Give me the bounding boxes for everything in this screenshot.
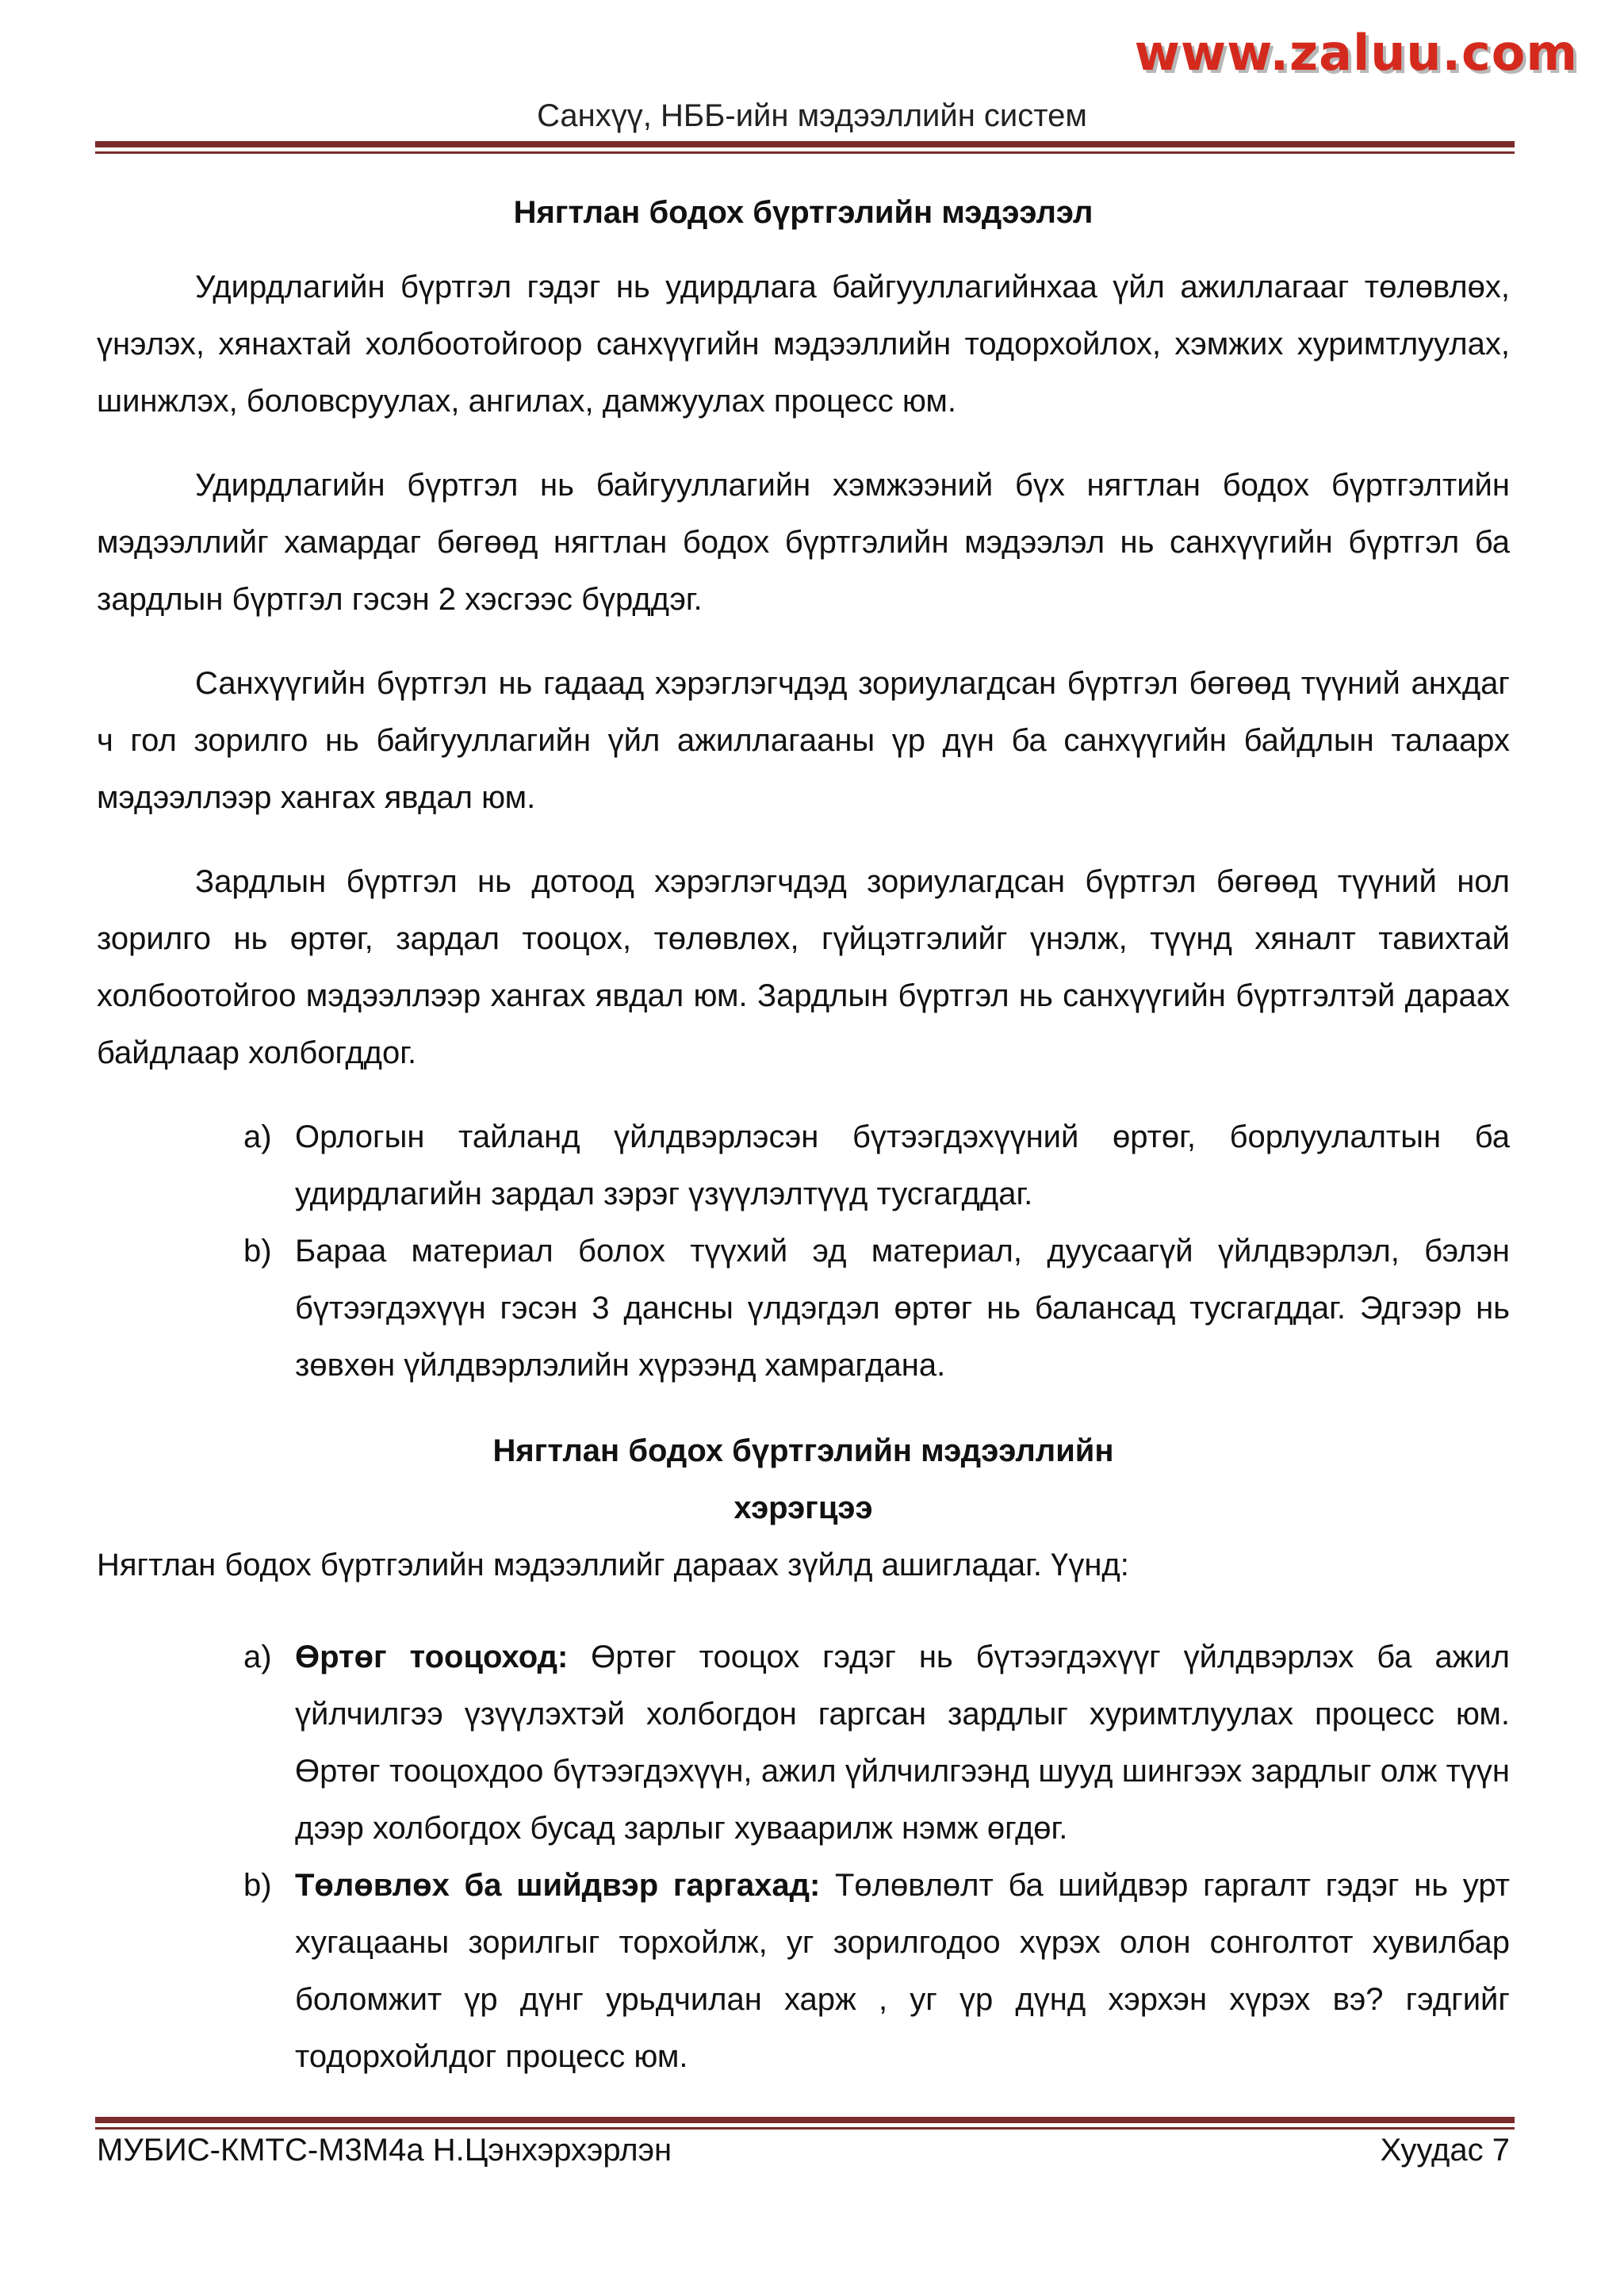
list-marker: a) [243,1119,272,1154]
list-item-term: Төлөвлөх ба шийдвэр гаргахад: [295,1868,821,1903]
list-marker: b) [243,1868,272,1903]
paragraph: Удирдлагийн бүртгэл нь байгууллагийн хэмжээний бүх нягтлан бодох бүртгэлтийн мэдээллийг хамардаг бөгөөд нягтлан бодох бүртгэлийн мэдээлэл нь санхүүгийн бүртгэл ба зардлын бүртгэл гэсэн 2 хэсгээс бүрддэг. [97,468,1510,617]
list-item [97,1628,1510,1857]
page-body [97,184,1510,2114]
list-item-text: Өртөг тооцох гэдэг нь бүтээгдэхүүг үйлдвэрлэх ба ажил үйлчилгээ үзүүлэхтэй холбогдон гаргсан зардлыг хуримтлуулах процесс юм. Өртөг тооцохдоо бүтээгдэхүүн, ажил үйлчилгээнд шууд шингээх зардлыг олж түүн дээр холбогдох бусад зарлыг хуваарилж нэмж өгдөг. [295,1640,1511,1846]
paragraph: Санхүүгийн бүртгэл нь гадаад хэрэглэгчдэд зориулагдсан бүртгэл бөгөөд түүний анхдаг ч гол зорилго нь байгууллагийн үйл ажиллагааны үр дүн ба санхүүгийн байдлын талаарх мэдээллээр хангах явдал юм. [97,666,1510,815]
page-footer [97,2133,1510,2168]
list-item [97,1223,1510,1394]
footer-rule [95,2117,1515,2130]
relation-list [97,1108,1510,1394]
footer-author: МУБИС-КМТС-М3М4а Н.Цэнхэрхэрлэн [97,2133,672,2168]
list-item [97,1857,1510,2085]
list-marker: b) [243,1234,272,1269]
list-marker: a) [243,1640,272,1674]
watermark-logo: www.zaluu.com [1134,24,1578,82]
page-number: Хуудас 7 [1380,2133,1510,2168]
running-header: Санхүү, НББ-ийн мэдээллийн систем [537,98,1087,133]
list-item-text: Төлөвлөлт ба шийдвэр гаргалт гэдэг нь урт хугацааны зорилгыг торхойлж, уг зорилгодоо хүрэх олон сонголтот хувилбар боломжит үр дүнг урьдчилан харж , уг үр дүнд хэрхэн хүрэх вэ? гэдгийг тодорхойлдог процесс юм. [295,1868,1511,2074]
paragraph: Удирдлагийн бүртгэл гэдэг нь удирдлага байгууллагийнхаа үйл ажиллагааг төлөвлөх, үнэлэх, хянахтай холбоотойгоор санхүүгийн мэдээллийн тодорхойлох, хэмжих хуримтлуулах, шинжлэх, боловсруулах, ангилах, дамжуулах процесс юм. [97,270,1510,419]
section-heading-line1: Нягтлан бодох бүртгэлийн мэдээллийн [492,1433,1114,1468]
list-item-term: Өртөг тооцоход: [295,1640,569,1674]
section-heading-line2: хэрэгцээ [733,1490,873,1525]
header-rule [95,141,1515,154]
list-item-text: Орлогын тайланд үйлдвэрлэсэн бүтээгдэхүүний өртөг, борлуулалтын ба удирдлагийн зардал зэрэг үзүүлэлтүүд тусгагддаг. [295,1119,1510,1211]
intro-paragraph: Нягтлан бодох бүртгэлийн мэдээллийг дараах зүйлд ашигладаг. Үүнд: [97,1548,1129,1582]
list-item [97,1108,1510,1223]
section-heading: Нягтлан бодох бүртгэлийн мэдээлэл [513,195,1094,230]
paragraph: Зардлын бүртгэл нь дотоод хэрэглэгчдэд зориулагдсан бүртгэл бөгөөд түүний нол зорилго нь өртөг, зардал тооцох, төлөвлөх, гүйцэтгэлийг үнэлж, түүнд хяналт тавихтай холбоотойгоо мэдээллээр хангах явдал юм. Зардлын бүртгэл нь санхүүгийн бүртгэлтэй дараах байдлаар холбогддог. [97,864,1510,1070]
usage-list [97,1628,1510,2085]
list-item-text: Бараа материал болох түүхий эд материал, дуусаагүй үйлдвэрлэл, бэлэн бүтээгдэхүүн гэсэн 3 дансны үлдэгдэл өртөг нь балансад тусгагддаг. Эдгээр нь зөвхөн үйлдвэрлэлийн хүрээнд хамрагдана. [295,1234,1510,1383]
